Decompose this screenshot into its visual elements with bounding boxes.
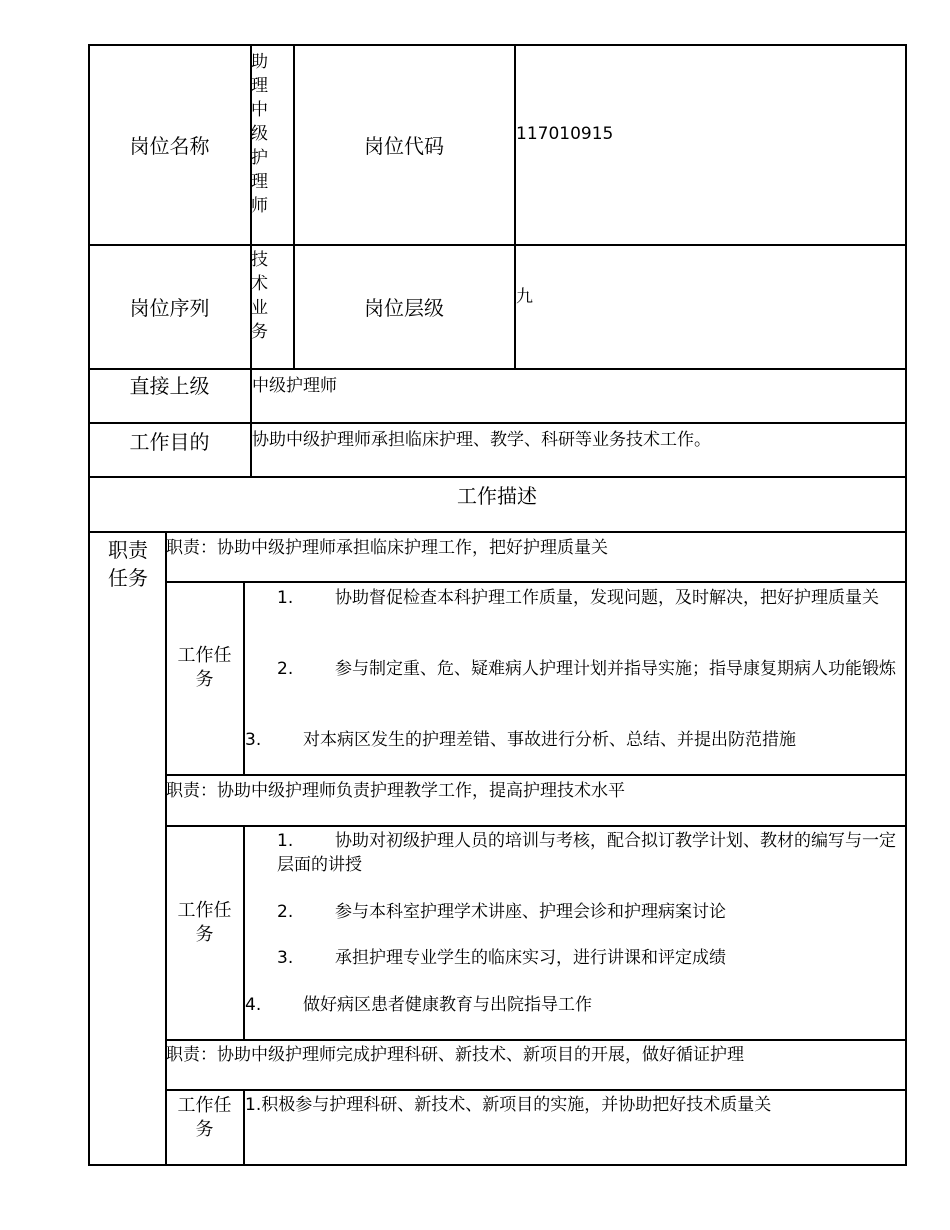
- duty-label: 职责任务: [108, 538, 148, 590]
- superior-label: 直接上级: [129, 373, 210, 398]
- col-line: [514, 44, 516, 369]
- row-line: [165, 581, 907, 583]
- task-label: 工作任务: [177, 1095, 232, 1140]
- superior-value: 中级护理师: [252, 376, 337, 396]
- post-series-label: 岗位序列: [129, 296, 210, 320]
- post-level-value: 九: [516, 287, 533, 307]
- purpose-value: 协助中级护理师承担临床护理、教学、科研等业务技术工作。: [252, 430, 711, 450]
- row-line: [165, 774, 907, 776]
- post-series-value: 技术业务: [251, 250, 268, 342]
- row-line: [165, 1039, 907, 1041]
- duty-text: 职责：协助中级护理师完成护理科研、新技术、新项目的开展，做好循证护理: [166, 1045, 744, 1065]
- duty-text: 职责：协助中级护理师承担临床护理工作，把好护理质量关: [166, 538, 608, 558]
- task-item: 2. 参与制定重、危、疑难病人护理计划并指导实施；指导康复期病人功能锻炼: [277, 659, 896, 679]
- task-item: 2. 参与本科室护理学术讲座、护理会诊和护理病案讨论: [277, 902, 726, 922]
- row-line: [165, 825, 907, 827]
- section-title: 工作描述: [457, 483, 537, 508]
- row-line: [165, 1089, 907, 1091]
- task-item: 1. 协助对初级护理人员的培训与考核，配合拟订教学计划、教材的编写与一定层面的讲授: [277, 831, 896, 875]
- post-level-label: 岗位层级: [364, 296, 444, 320]
- duty-text: 职责：协助中级护理师负责护理教学工作，提高护理技术水平: [166, 781, 625, 801]
- post-code-label: 岗位代码: [364, 134, 444, 158]
- task-label: 工作任务: [177, 900, 232, 945]
- task-item: 1.积极参与护理科研、新技术、新项目的实施，并协助把好技术质量关: [245, 1095, 772, 1115]
- border-bottom: [88, 1164, 907, 1166]
- row-line: [88, 531, 907, 533]
- post-name-value: 助理中级护理师: [251, 52, 268, 216]
- task-item: 3. 承担护理专业学生的临床实习，进行讲课和评定成绩: [277, 948, 726, 968]
- task-item: 3. 对本病区发生的护理差错、事故进行分析、总结、并提出防范措施: [245, 730, 796, 750]
- post-name-label: 岗位名称: [129, 134, 210, 158]
- task-item: 4. 做好病区患者健康教育与出院指导工作: [245, 995, 592, 1015]
- post-code-value: 117010915: [516, 124, 614, 144]
- border-right: [905, 44, 907, 1165]
- task-item: 1. 协助督促检查本科护理工作质量，发现问题，及时解决，把好护理质量关: [277, 588, 879, 608]
- task-label: 工作任务: [177, 645, 232, 690]
- purpose-label: 工作目的: [129, 429, 210, 454]
